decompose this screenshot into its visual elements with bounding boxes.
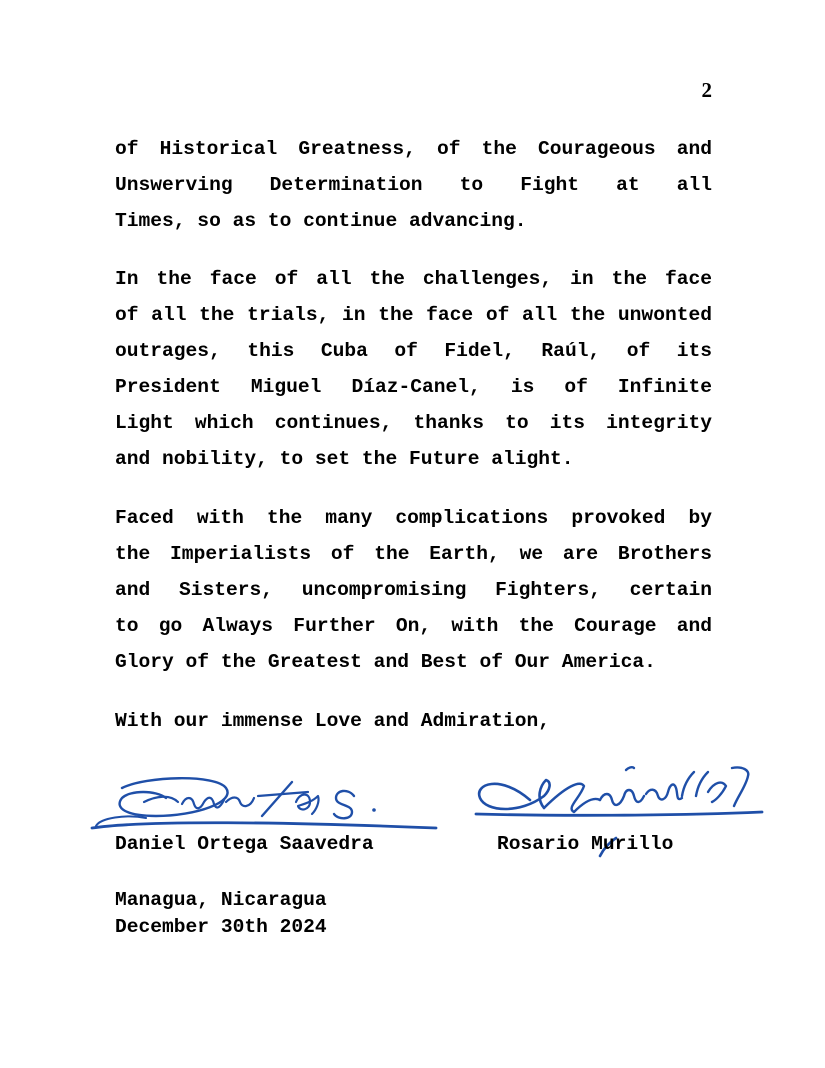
text-line: With our immense Love and Admiration, xyxy=(115,710,551,732)
text-line: Times, so as to continue advancing. xyxy=(115,210,527,232)
text-line: In the face of all the challenges, in the face xyxy=(115,268,712,290)
text-line: and nobility, to set the Future alight. xyxy=(115,448,574,470)
date: December 30th 2024 xyxy=(115,916,327,938)
text-line: President Miguel Díaz-Canel, is of Infinite xyxy=(115,376,712,398)
text-line: Light which continues, thanks to its integrity xyxy=(115,412,712,434)
paragraph-3 xyxy=(115,500,712,680)
text-line: Unswerving Determination to Fight at all xyxy=(115,174,712,196)
signatory-name-daniel: Daniel Ortega Saavedra xyxy=(115,833,374,855)
text-line: outrages, this Cuba of Fidel, Raúl, of its xyxy=(115,340,712,362)
text-line: and Sisters, uncompromising Fighters, certain xyxy=(115,579,712,601)
paragraph-1 xyxy=(115,131,712,239)
text-line: of Historical Greatness, of the Courageous and xyxy=(115,138,712,160)
text-line: Glory of the Greatest and Best of Our America. xyxy=(115,651,656,673)
text-line: to go Always Further On, with the Courage and xyxy=(115,615,712,637)
paragraph-2 xyxy=(115,261,712,477)
closing-line xyxy=(115,703,712,739)
page-number: 2 xyxy=(701,78,712,102)
text-line: of all the trials, in the face of all the unwonted xyxy=(115,304,712,326)
text-line: Faced with the many complications provoked by xyxy=(115,507,712,529)
signatory-name-rosario: Rosario Murillo xyxy=(497,833,674,855)
text-line: the Imperialists of the Earth, we are Brothers xyxy=(115,543,712,565)
location: Managua, Nicaragua xyxy=(115,889,327,911)
signature-daniel-ortega xyxy=(86,768,446,840)
